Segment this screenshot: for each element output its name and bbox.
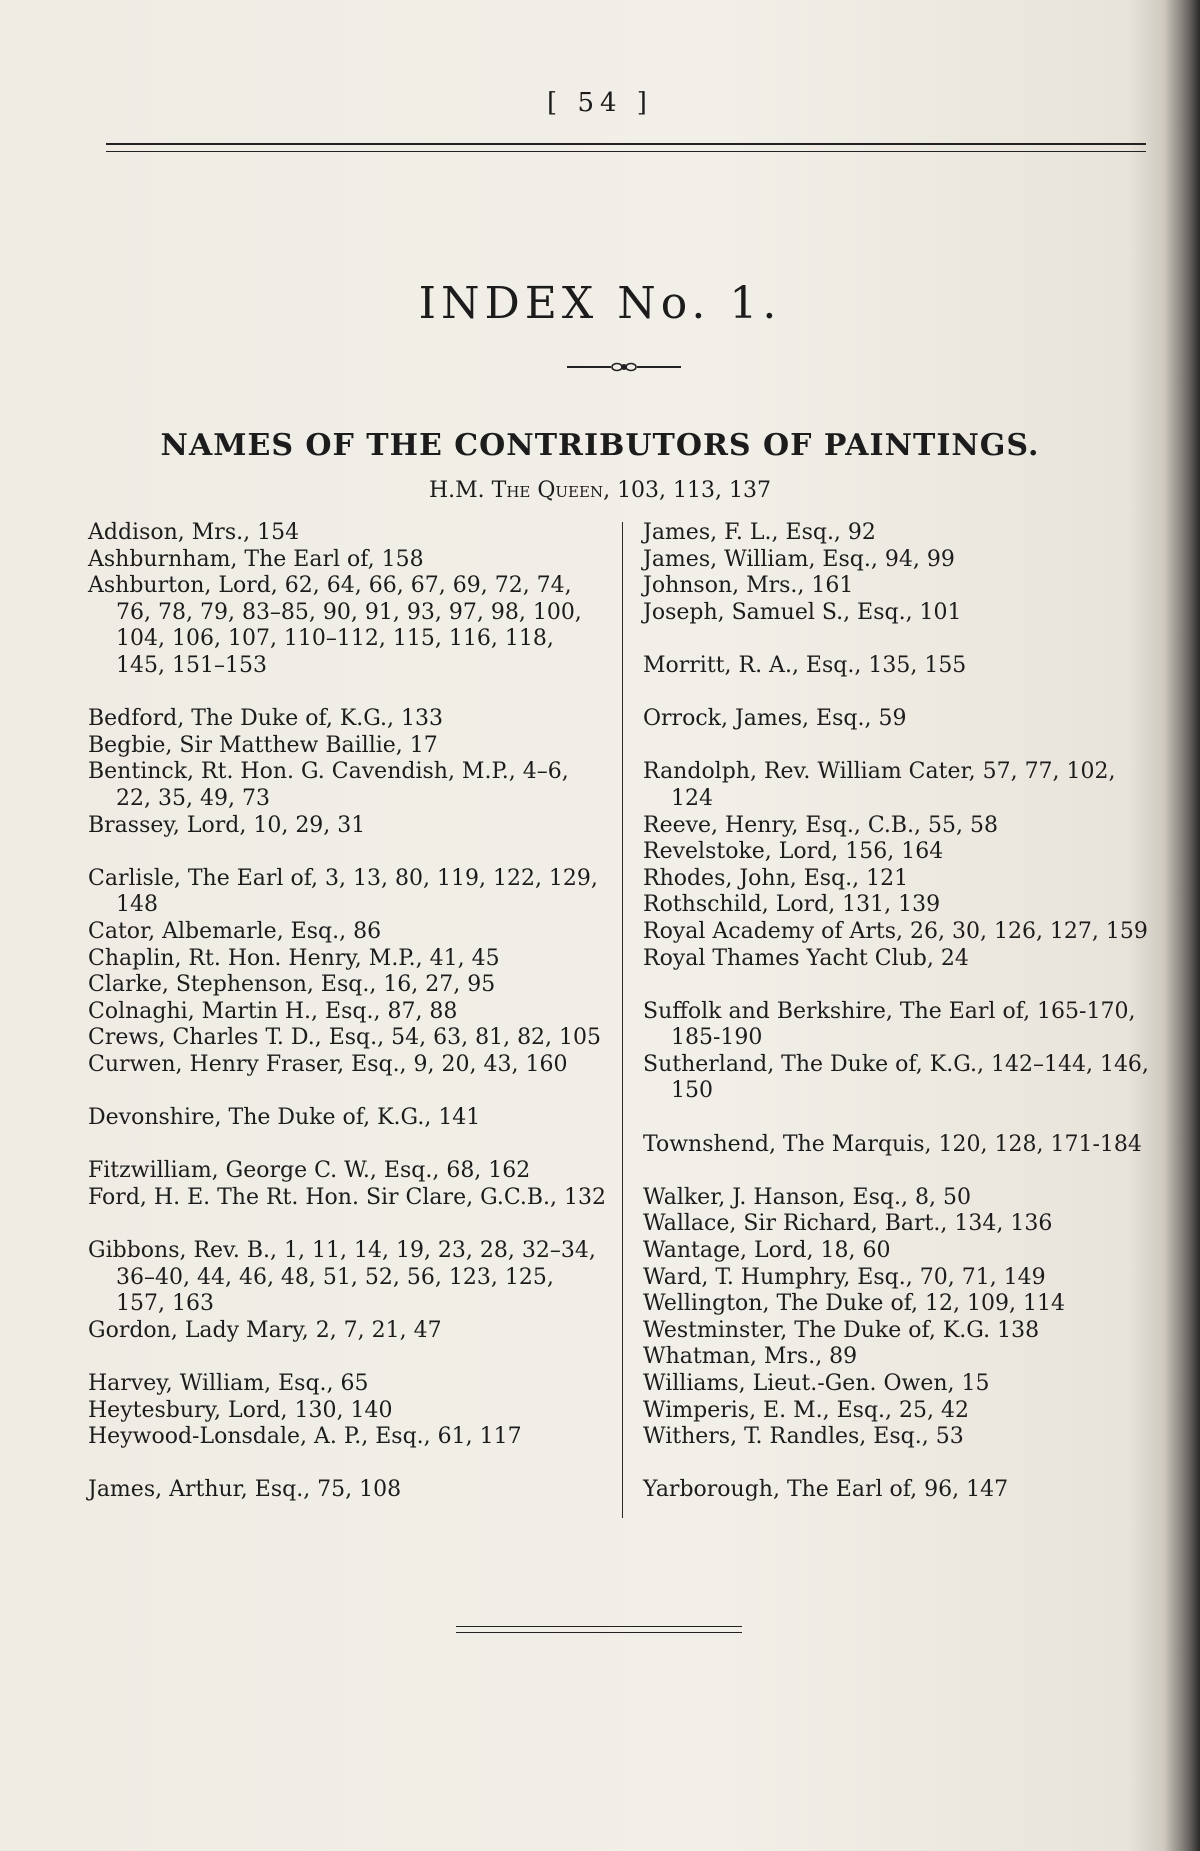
index-entry: Wellington, The Duke of, 12, 109, 114 xyxy=(643,1291,1065,1317)
index-entry: Walker, J. Hanson, Esq., 8, 50 xyxy=(643,1184,971,1210)
index-entry: Wimperis, E. M., Esq., 25, 42 xyxy=(643,1397,969,1423)
index-entry: Bedford, The Duke of, K.G., 133 xyxy=(88,706,444,732)
entry-spacer xyxy=(643,1105,1163,1132)
index-entry: Wantage, Lord, 18, 60 xyxy=(643,1238,891,1264)
entry-spacer xyxy=(88,839,608,866)
page-number: [ 54 ] xyxy=(547,88,653,118)
index-entry: Fitzwilliam, George C. W., Esq., 68, 162 xyxy=(88,1158,531,1184)
index-entry: Royal Thames Yacht Club, 24 xyxy=(643,945,969,971)
index-entry: Devonshire, The Duke of, K.G., 141 xyxy=(88,1105,481,1131)
queen-entry xyxy=(0,478,1200,503)
index-entry: Chaplin, Rt. Hon. Henry, M.P., 41, 45 xyxy=(88,945,500,971)
index-entry: Addison, Mrs., 154 xyxy=(88,520,300,545)
index-entry: Ford, H. E. The Rt. Hon. Sir Clare, G.C.B., 132 xyxy=(88,1184,607,1210)
index-entry: Ashburton, Lord, 62, 64, 66, 67, 69, 72, 74, 76, 78, 79, 83–85, 90, 91, 93, 97, 98, 100, 104, 106, 107, 110–112, 115, 116, 118, 145, 151–153 xyxy=(88,573,582,678)
ornament-divider xyxy=(567,361,681,373)
index-entry: Bentinck, Rt. Hon. G. Cavendish, M.P., 4–6, 22, 35, 49, 73 xyxy=(88,759,569,811)
index-entry: Heywood-Lonsdale, A. P., Esq., 61, 117 xyxy=(88,1424,522,1450)
left-index-column xyxy=(88,520,608,1504)
index-entry: Cator, Albemarle, Esq., 86 xyxy=(88,918,382,944)
index-entry: Curwen, Henry Fraser, Esq., 9, 20, 43, 160 xyxy=(88,1051,568,1077)
top-double-rule xyxy=(106,143,1146,152)
index-entry: Whatman, Mrs., 89 xyxy=(643,1344,858,1370)
index-entry: Townshend, The Marquis, 120, 128, 171-184 xyxy=(643,1131,1142,1157)
queen-name: The Queen xyxy=(491,478,604,503)
index-entry: Randolph, Rev. William Cater, 57, 77, 102, 124 xyxy=(643,759,1116,811)
entry-spacer xyxy=(88,1344,608,1371)
index-entry: James, F. L., Esq., 92 xyxy=(643,520,876,545)
bottom-double-rule xyxy=(456,1626,742,1633)
index-entry: James, Arthur, Esq., 75, 108 xyxy=(88,1477,402,1503)
queen-numbers: , 103, 113, 137 xyxy=(603,478,772,503)
index-entry: Williams, Lieut.-Gen. Owen, 15 xyxy=(643,1371,990,1396)
entry-spacer xyxy=(88,1451,608,1478)
entry-spacer xyxy=(643,626,1163,653)
entry-spacer xyxy=(88,680,608,707)
index-entry: Morritt, R. A., Esq., 135, 155 xyxy=(643,652,967,678)
index-entry: James, William, Esq., 94, 99 xyxy=(643,546,955,572)
index-entry: Ashburnham, The Earl of, 158 xyxy=(88,546,424,572)
index-entry: Gordon, Lady Mary, 2, 7, 21, 47 xyxy=(88,1317,442,1343)
index-entry: Westminster, The Duke of, K.G. 138 xyxy=(643,1317,1040,1343)
index-entry: Yarborough, The Earl of, 96, 147 xyxy=(643,1477,1009,1503)
index-entry: Orrock, James, Esq., 59 xyxy=(643,706,907,732)
entry-spacer xyxy=(88,1132,608,1159)
index-entry: Heytesbury, Lord, 130, 140 xyxy=(88,1397,393,1423)
index-entry: Suffolk and Berkshire, The Earl of, 165-170, 185-190 xyxy=(643,998,1136,1051)
index-entry: Harvey, William, Esq., 65 xyxy=(88,1371,369,1396)
index-entry: Revelstoke, Lord, 156, 164 xyxy=(643,839,944,865)
column-divider xyxy=(622,522,623,1518)
index-entry: Reeve, Henry, Esq., C.B., 55, 58 xyxy=(643,812,998,838)
index-entry: Wallace, Sir Richard, Bart., 134, 136 xyxy=(643,1211,1053,1237)
index-entry: Clarke, Stephenson, Esq., 16, 27, 95 xyxy=(88,972,496,998)
queen-prefix: H.M. xyxy=(428,478,485,503)
index-entry: Gibbons, Rev. B., 1, 11, 14, 19, 23, 28, 32–34, 36–40, 44, 46, 48, 51, 52, 56, 123, 125, 157, 163 xyxy=(88,1238,596,1317)
index-entry: Rhodes, John, Esq., 121 xyxy=(643,865,909,891)
index-entry: Crews, Charles T. D., Esq., 54, 63, 81, 82, 105 xyxy=(88,1025,602,1051)
index-entry: Rothschild, Lord, 131, 139 xyxy=(643,892,941,918)
index-entry: Sutherland, The Duke of, K.G., 142–144, 146, 150 xyxy=(643,1051,1149,1104)
index-entry: Brassey, Lord, 10, 29, 31 xyxy=(88,812,366,838)
index-entry: Colnaghi, Martin H., Esq., 87, 88 xyxy=(88,998,458,1024)
entry-spacer xyxy=(643,1451,1163,1478)
section-subtitle: NAMES OF THE CONTRIBUTORS OF PAINTINGS. xyxy=(160,428,1040,463)
entry-spacer xyxy=(643,733,1163,760)
index-title: INDEX No. 1. xyxy=(418,278,782,329)
index-entry: Ward, T. Humphry, Esq., 70, 71, 149 xyxy=(643,1264,1046,1290)
index-entry: Withers, T. Randles, Esq., 53 xyxy=(643,1424,964,1450)
entry-spacer xyxy=(88,1211,608,1238)
index-entry: Carlisle, The Earl of, 3, 13, 80, 119, 122, 129, 148 xyxy=(88,865,598,918)
index-entry: Joseph, Samuel S., Esq., 101 xyxy=(643,599,962,625)
index-entry: Begbie, Sir Matthew Baillie, 17 xyxy=(88,732,438,758)
right-index-column xyxy=(643,520,1163,1504)
entry-spacer xyxy=(643,972,1163,999)
entry-spacer xyxy=(643,680,1163,707)
entry-spacer xyxy=(88,1078,608,1105)
index-entry: Johnson, Mrs., 161 xyxy=(643,573,854,599)
entry-spacer xyxy=(643,1158,1163,1185)
index-entry: Royal Academy of Arts, 26, 30, 126, 127, 159 xyxy=(643,918,1148,944)
